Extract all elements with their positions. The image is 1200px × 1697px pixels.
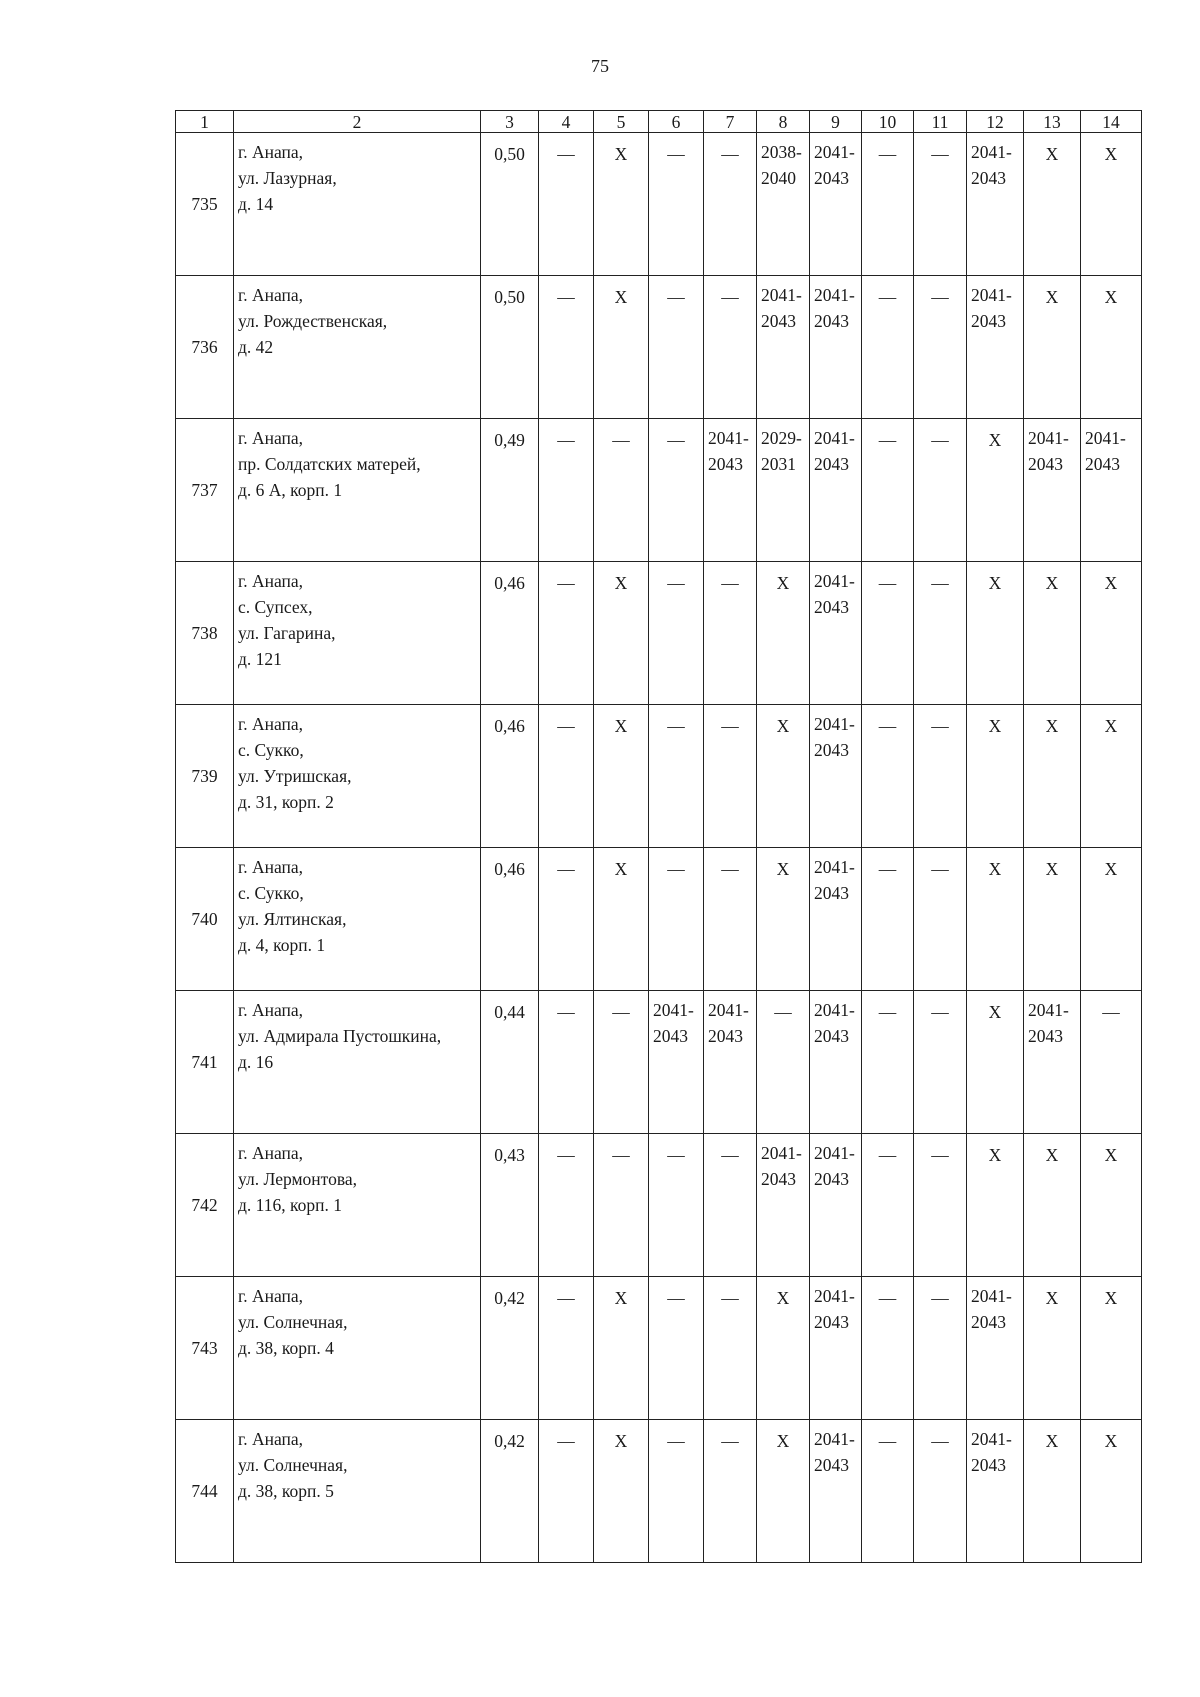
data-cell: — (1081, 991, 1142, 1134)
data-cell: — (649, 1134, 704, 1277)
data-cell: — (649, 705, 704, 848)
data-cell: — (649, 276, 704, 419)
data-cell: X (1081, 1277, 1142, 1420)
row-number: 737 (176, 419, 234, 562)
data-cell: X (1081, 133, 1142, 276)
data-cell: X (1024, 1134, 1081, 1277)
address-line: д. 121 (238, 649, 282, 669)
data-cell: X (967, 562, 1024, 705)
data-cell: — (862, 1420, 914, 1563)
data-cell: — (862, 705, 914, 848)
column-number-row (176, 111, 1142, 133)
column-header: 11 (914, 111, 967, 133)
data-cell: — (704, 1420, 757, 1563)
data-cell: — (539, 991, 594, 1134)
column-header: 2 (234, 111, 481, 133)
data-cell: — (539, 848, 594, 991)
value-cell: 0,50 (481, 133, 539, 276)
column-header: 8 (757, 111, 810, 133)
data-cell: — (704, 562, 757, 705)
data-cell: 2041- 2043 (757, 1134, 810, 1277)
data-cell: 2041- 2043 (967, 276, 1024, 419)
data-cell: X (1024, 1420, 1081, 1563)
data-cell: X (757, 1420, 810, 1563)
address-line: г. Анапа, (238, 142, 304, 162)
data-cell: X (1081, 848, 1142, 991)
data-cell: — (594, 1134, 649, 1277)
column-header: 3 (481, 111, 539, 133)
data-cell: 2041- 2043 (1081, 419, 1142, 562)
data-cell: — (914, 419, 967, 562)
data-cell: X (757, 705, 810, 848)
data-cell: 2041- 2043 (967, 1420, 1024, 1563)
data-cell: X (594, 848, 649, 991)
address-line: д. 31, корп. 2 (238, 792, 334, 812)
data-cell: — (649, 1420, 704, 1563)
data-cell: — (704, 133, 757, 276)
data-cell: X (1081, 276, 1142, 419)
table-row (176, 419, 1142, 562)
data-cell: X (594, 1420, 649, 1563)
data-cell: 2041- 2043 (649, 991, 704, 1134)
address-line: г. Анапа, (238, 571, 304, 591)
address-line: д. 38, корп. 4 (238, 1338, 334, 1358)
value-cell: 0,46 (481, 562, 539, 705)
data-cell: — (862, 1277, 914, 1420)
value-cell: 0,46 (481, 848, 539, 991)
data-cell: X (1081, 1420, 1142, 1563)
row-number: 744 (176, 1420, 234, 1563)
address-line: д. 38, корп. 5 (238, 1481, 334, 1501)
data-cell: 2041- 2043 (810, 705, 862, 848)
column-header: 10 (862, 111, 914, 133)
data-cell: — (914, 705, 967, 848)
address-cell (234, 276, 481, 419)
data-cell: — (704, 848, 757, 991)
row-number: 736 (176, 276, 234, 419)
row-number: 742 (176, 1134, 234, 1277)
data-cell: — (704, 276, 757, 419)
data-cell: X (1081, 1134, 1142, 1277)
column-header: 5 (594, 111, 649, 133)
value-cell: 0,42 (481, 1277, 539, 1420)
address-cell (234, 419, 481, 562)
value-cell: 0,50 (481, 276, 539, 419)
data-cell: — (649, 133, 704, 276)
data-cell: 2041- 2043 (810, 133, 862, 276)
data-cell: — (862, 1134, 914, 1277)
data-cell: — (594, 419, 649, 562)
data-cell: 2041- 2043 (967, 1277, 1024, 1420)
data-cell: 2041- 2043 (810, 1277, 862, 1420)
address-line: с. Сукко, (238, 883, 304, 903)
address-line: д. 42 (238, 337, 274, 357)
column-header: 12 (967, 111, 1024, 133)
data-cell: — (914, 848, 967, 991)
data-cell: — (539, 276, 594, 419)
data-cell: 2041- 2043 (1024, 419, 1081, 562)
data-cell: — (914, 1134, 967, 1277)
data-cell: — (704, 1277, 757, 1420)
data-cell: X (967, 991, 1024, 1134)
data-cell: X (967, 848, 1024, 991)
address-cell (234, 705, 481, 848)
value-cell: 0,44 (481, 991, 539, 1134)
table-row (176, 705, 1142, 848)
address-line: с. Супсех, (238, 597, 313, 617)
data-cell: — (862, 276, 914, 419)
row-number: 740 (176, 848, 234, 991)
data-cell: — (704, 1134, 757, 1277)
table-row (176, 133, 1142, 276)
address-line: ул. Солнечная, (238, 1455, 348, 1475)
table-row (176, 848, 1142, 991)
table-row (176, 1420, 1142, 1563)
data-cell: — (649, 1277, 704, 1420)
data-cell: — (594, 991, 649, 1134)
address-line: ул. Лазурная, (238, 168, 337, 188)
data-cell: X (967, 1134, 1024, 1277)
address-line: с. Сукко, (238, 740, 304, 760)
table-row (176, 276, 1142, 419)
address-line: д. 4, корп. 1 (238, 935, 326, 955)
value-cell: 0,49 (481, 419, 539, 562)
address-cell (234, 991, 481, 1134)
address-line: ул. Рождественская, (238, 311, 388, 331)
data-cell: X (594, 1277, 649, 1420)
data-cell: 2041- 2043 (810, 1134, 862, 1277)
data-cell: — (914, 133, 967, 276)
address-line: ул. Ялтинская, (238, 909, 347, 929)
data-cell: — (539, 1420, 594, 1563)
data-cell: X (1081, 562, 1142, 705)
column-header: 7 (704, 111, 757, 133)
data-cell: 2041- 2043 (810, 419, 862, 562)
data-cell: 2041- 2043 (757, 276, 810, 419)
row-number: 735 (176, 133, 234, 276)
data-cell: — (649, 848, 704, 991)
housing-table (175, 110, 1142, 1563)
address-line: г. Анапа, (238, 1143, 304, 1163)
data-cell: — (914, 562, 967, 705)
address-line: ул. Гагарина, (238, 623, 336, 643)
table-row (176, 1277, 1142, 1420)
data-cell: X (967, 419, 1024, 562)
column-header: 4 (539, 111, 594, 133)
data-cell: — (704, 705, 757, 848)
row-number: 739 (176, 705, 234, 848)
data-cell: — (862, 562, 914, 705)
data-cell: — (539, 133, 594, 276)
data-cell: 2041- 2043 (704, 991, 757, 1134)
data-cell: — (914, 991, 967, 1134)
data-cell: 2041- 2043 (810, 276, 862, 419)
row-number: 741 (176, 991, 234, 1134)
data-cell: X (757, 562, 810, 705)
address-line: г. Анапа, (238, 714, 304, 734)
address-cell (234, 1420, 481, 1563)
data-cell: — (862, 848, 914, 991)
data-cell: X (1024, 848, 1081, 991)
data-cell: — (649, 562, 704, 705)
table-row (176, 991, 1142, 1134)
data-cell: 2041- 2043 (1024, 991, 1081, 1134)
data-cell: X (1024, 133, 1081, 276)
data-cell: 2041- 2043 (967, 133, 1024, 276)
value-cell: 0,46 (481, 705, 539, 848)
row-number: 743 (176, 1277, 234, 1420)
data-cell: 2029- 2031 (757, 419, 810, 562)
data-cell: X (967, 705, 1024, 848)
address-line: ул. Лермонтова, (238, 1169, 357, 1189)
data-cell: X (1024, 562, 1081, 705)
data-cell: X (757, 1277, 810, 1420)
data-cell: X (1024, 1277, 1081, 1420)
value-cell: 0,42 (481, 1420, 539, 1563)
column-header: 13 (1024, 111, 1081, 133)
data-cell: — (862, 419, 914, 562)
column-header: 9 (810, 111, 862, 133)
address-line: ул. Утришская, (238, 766, 352, 786)
address-cell (234, 1277, 481, 1420)
data-cell: X (594, 562, 649, 705)
table-row (176, 1134, 1142, 1277)
address-line: г. Анапа, (238, 285, 304, 305)
data-cell: — (539, 419, 594, 562)
address-line: д. 6 А, корп. 1 (238, 480, 343, 500)
data-cell: — (539, 1277, 594, 1420)
data-cell: — (649, 419, 704, 562)
data-cell: X (594, 276, 649, 419)
data-cell: — (914, 1420, 967, 1563)
address-line: ул. Адмирала Пустошкина, (238, 1026, 442, 1046)
address-line: д. 16 (238, 1052, 274, 1072)
data-cell: 2038- 2040 (757, 133, 810, 276)
address-line: г. Анапа, (238, 1429, 304, 1449)
row-number: 738 (176, 562, 234, 705)
address-line: г. Анапа, (238, 1286, 304, 1306)
address-line: г. Анапа, (238, 857, 304, 877)
data-cell: X (1081, 705, 1142, 848)
address-line: г. Анапа, (238, 428, 304, 448)
data-cell: — (862, 133, 914, 276)
data-cell: 2041- 2043 (810, 1420, 862, 1563)
data-cell: — (539, 705, 594, 848)
data-cell: X (1024, 705, 1081, 848)
address-cell (234, 562, 481, 705)
data-cell: — (862, 991, 914, 1134)
address-cell (234, 848, 481, 991)
address-line: ул. Солнечная, (238, 1312, 348, 1332)
data-cell: X (594, 133, 649, 276)
address-line: пр. Солдатских матерей, (238, 454, 421, 474)
column-header: 1 (176, 111, 234, 133)
address-cell (234, 1134, 481, 1277)
data-cell: 2041- 2043 (704, 419, 757, 562)
address-cell (234, 133, 481, 276)
address-line: д. 116, корп. 1 (238, 1195, 342, 1215)
page-number: 75 (591, 56, 609, 76)
data-cell: X (1024, 276, 1081, 419)
table-row (176, 562, 1142, 705)
column-header: 6 (649, 111, 704, 133)
data-cell: — (914, 276, 967, 419)
data-cell: 2041- 2043 (810, 991, 862, 1134)
data-cell: — (914, 1277, 967, 1420)
data-cell: X (757, 848, 810, 991)
data-cell: X (594, 705, 649, 848)
data-cell: — (539, 1134, 594, 1277)
address-line: д. 14 (238, 194, 274, 214)
column-header: 14 (1081, 111, 1142, 133)
data-cell: — (757, 991, 810, 1134)
data-cell: 2041- 2043 (810, 562, 862, 705)
table-body (176, 133, 1142, 1563)
data-cell: — (539, 562, 594, 705)
value-cell: 0,43 (481, 1134, 539, 1277)
address-line: г. Анапа, (238, 1000, 304, 1020)
data-cell: 2041- 2043 (810, 848, 862, 991)
